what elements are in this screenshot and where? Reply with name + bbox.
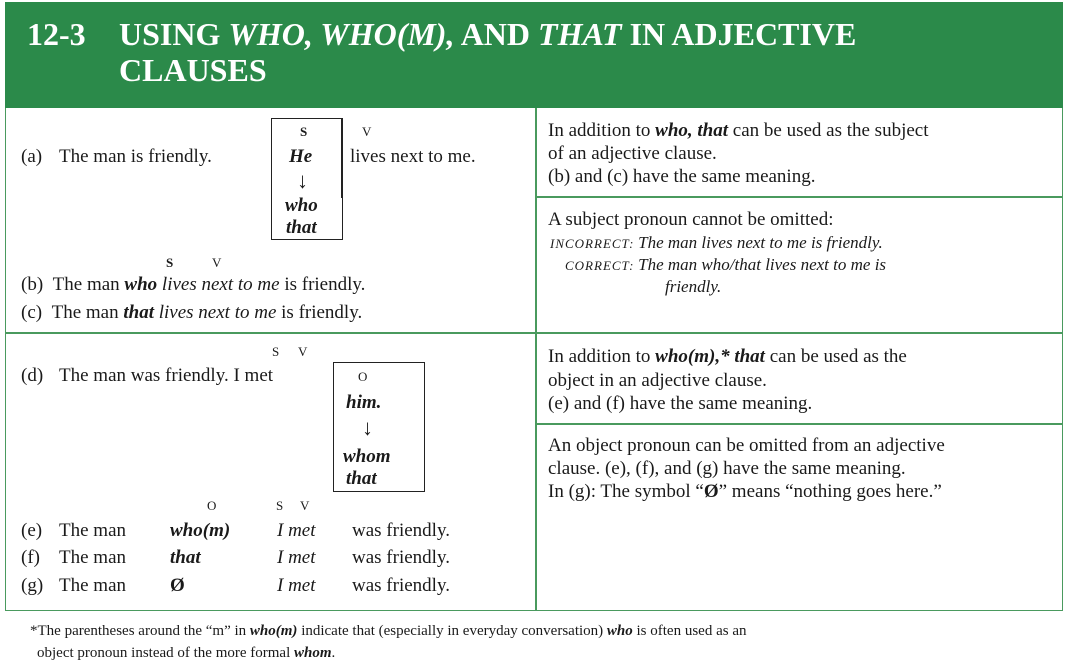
- example-g-text: The man: [59, 575, 127, 596]
- example-e-post: was friendly.: [352, 520, 450, 541]
- note-4-line2: clause. (e), (f), and (g) have the same meaning.: [548, 458, 906, 479]
- down-arrow-icon: ↓: [297, 168, 308, 193]
- note-text: In addition to: [548, 346, 656, 367]
- clause-text: lives next to me: [161, 274, 280, 295]
- correct-label: CORRECT:: [565, 258, 635, 273]
- note-keyword: who,: [655, 120, 693, 141]
- footnote-line1: [30, 620, 747, 642]
- example-text: The man: [51, 302, 119, 323]
- incorrect-example: The man lives next to me is friendly.: [638, 233, 883, 252]
- relative-that: that: [286, 217, 317, 238]
- title-part: THAT: [538, 16, 622, 52]
- footnote-text: .: [331, 645, 336, 661]
- note-1-line3: (b) and (c) have the same meaning.: [548, 166, 816, 187]
- example-g-post: was friendly.: [352, 575, 450, 596]
- note-3-line1: [548, 346, 907, 368]
- subject-marker: S: [300, 124, 308, 139]
- note-1-line1: [548, 120, 929, 142]
- footnote-keyword: who: [606, 623, 633, 639]
- example-g-label: (g): [21, 575, 44, 596]
- verb-marker: V: [298, 344, 308, 359]
- object-marker: O: [207, 498, 217, 513]
- section-divider: [5, 332, 1063, 334]
- footnote-keyword: whom: [294, 645, 332, 661]
- correct-example: The man who/that lives next to me is: [638, 255, 887, 274]
- example-text: The man: [52, 274, 120, 295]
- title-part: AND: [454, 16, 539, 52]
- chart-number: 12-3: [27, 16, 86, 52]
- footnote-text: object pronoun instead of the more formal: [37, 645, 295, 661]
- relative-pronoun: that: [123, 302, 154, 323]
- note-3-line3: (e) and (f) have the same meaning.: [548, 393, 813, 414]
- example-text: is friendly.: [284, 274, 366, 295]
- column-divider: [535, 108, 537, 611]
- example-d-text: The man was friendly. I met: [59, 365, 274, 386]
- note-text: ” means “nothing goes here.”: [718, 481, 942, 502]
- title-part: CLAUSES: [119, 52, 267, 88]
- note-2-line1: A subject pronoun cannot be omitted:: [548, 209, 834, 230]
- relative-pronoun: who: [124, 274, 158, 295]
- row-divider: [535, 423, 1063, 425]
- title-part: IN ADJECTIVE: [621, 16, 857, 52]
- relative-that: that: [346, 468, 377, 489]
- row-divider: [535, 196, 1063, 198]
- example-a-label: (a): [21, 146, 43, 167]
- note-2-incorrect: [550, 232, 883, 255]
- subject-pronoun: He: [289, 146, 313, 167]
- example-text: is friendly.: [281, 302, 363, 323]
- footnote-text: indicate that (especially in everyday conversation): [297, 623, 607, 639]
- chart-header: [5, 2, 1063, 108]
- subject-marker: S: [272, 344, 280, 359]
- example-label: (b): [21, 274, 44, 295]
- relative-pronoun: that: [170, 547, 201, 568]
- example-a-text: The man is friendly.: [59, 146, 212, 167]
- note-text: can be used as the: [764, 346, 907, 367]
- null-symbol: Ø: [703, 481, 719, 502]
- chart-title: [119, 16, 1019, 88]
- example-e-text: The man: [59, 520, 127, 541]
- example-d-label: (d): [21, 365, 44, 386]
- box-edge: [341, 118, 342, 198]
- example-f-post: was friendly.: [352, 547, 450, 568]
- relative-pronoun: who(m): [170, 520, 231, 541]
- clause-text: lives next to me: [158, 302, 277, 323]
- note-keyword: who(m),*: [655, 346, 730, 367]
- example-f-text: The man: [59, 547, 127, 568]
- down-arrow-icon: ↓: [362, 415, 373, 440]
- object-marker: O: [358, 369, 368, 384]
- example-f-label: (f): [21, 547, 40, 568]
- note-text: In addition to: [548, 120, 656, 141]
- note-text: In (g): The symbol “: [548, 481, 704, 502]
- title-part: USING: [119, 16, 229, 52]
- clause-text: I met: [277, 547, 316, 568]
- footnote-text: *The parentheses around the “m” in: [30, 623, 250, 639]
- note-text: can be used as the subject: [728, 120, 929, 141]
- example-c: [21, 302, 362, 324]
- note-2-correct-cont: friendly.: [665, 277, 722, 296]
- incorrect-label: INCORRECT:: [550, 236, 635, 251]
- null-symbol: Ø: [170, 575, 185, 596]
- note-2-correct: [565, 254, 886, 277]
- object-pronoun: him.: [346, 392, 382, 413]
- example-label: (c): [21, 302, 43, 323]
- subject-marker: S: [166, 255, 174, 270]
- footnote-line2: [37, 642, 335, 664]
- relative-who: who: [285, 195, 318, 216]
- note-keyword: that: [734, 346, 765, 367]
- note-4-line1: An object pronoun can be omitted from an adjective: [548, 435, 945, 456]
- footnote-keyword: who(m): [249, 623, 298, 639]
- note-1-line2: of an adjective clause.: [548, 143, 717, 164]
- clause-text: I met: [277, 575, 316, 596]
- title-part: WHO, WHO(M),: [228, 16, 455, 52]
- subject-marker: S: [276, 498, 284, 513]
- example-b: [21, 274, 365, 296]
- verb-marker: V: [300, 498, 310, 513]
- relative-whom: whom: [343, 446, 391, 467]
- verb-marker: V: [362, 124, 372, 139]
- note-3-line2: object in an adjective clause.: [548, 370, 767, 391]
- example-a-rest: lives next to me.: [350, 146, 476, 167]
- note-keyword: that: [697, 120, 729, 141]
- example-e-label: (e): [21, 520, 43, 541]
- note-4-line3: [548, 481, 942, 503]
- clause-text: I met: [277, 520, 316, 541]
- verb-marker: V: [212, 255, 222, 270]
- footnote-text: is often used as an: [632, 623, 747, 639]
